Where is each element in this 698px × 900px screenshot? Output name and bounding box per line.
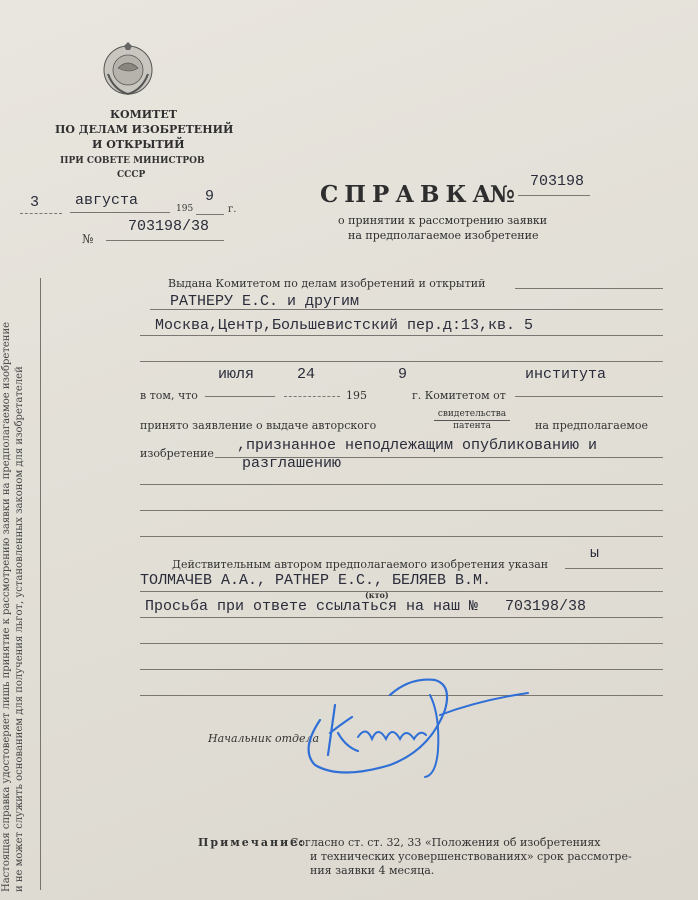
note-line2: и технических усовершенствованиях» срок рассмотре-: [310, 850, 632, 863]
accepted-label: принято заявление о выдаче авторского: [140, 419, 377, 432]
application-year-prefix: 195: [346, 389, 367, 402]
header-date-day: 3: [30, 194, 40, 211]
org-line5: СССР: [117, 170, 146, 180]
title-number: 703198: [530, 173, 585, 190]
note-line3: ния заявки 4 месяца.: [310, 864, 435, 877]
org-line3: И ОТКРЫТИЙ: [92, 138, 185, 151]
reference-number: 703198/38: [505, 598, 587, 615]
certificate-option-patent: патента: [452, 421, 491, 431]
application-year-suffix: 9: [398, 366, 408, 383]
header-number-prefix: №: [82, 232, 94, 246]
author-label: Действительным автором предполагаемого изобретения указан: [172, 558, 549, 571]
invention-text-line1: ,признанное неподлежащим опубликованию и: [237, 437, 598, 454]
header-date-year-unit: г.: [228, 204, 237, 215]
on-presumed-label: на предполагаемое: [535, 419, 649, 432]
document-title: СПРАВКА: [320, 181, 498, 208]
issued-label: Выдана Комитетом по делам изобретений и открытий: [168, 277, 486, 290]
note-line1: Согласно ст. ст. 32, 33 «Положения об изобретениях: [290, 836, 601, 849]
title-number-prefix: №: [490, 181, 515, 208]
subtitle-line2: на предполагаемое изобретение: [348, 229, 539, 242]
recipient-address: Москва,Центр,Большевистский пер.д:13,кв. 5: [155, 317, 534, 334]
signature: [280, 655, 540, 785]
reference-who: (кто): [365, 590, 389, 600]
side-note-line1: Настоящая справка удостоверяет лишь принятие к рассмотрению заявки на предполагаемое изобретение: [1, 321, 12, 892]
header-date-year-suffix: 9: [205, 188, 215, 205]
org-line2: ПО ДЕЛАМ ИЗОБРЕТЕНИЙ: [55, 123, 234, 136]
certificate-option-certificate: свидетельства: [434, 409, 510, 421]
note-label-text: Примечание:: [198, 836, 306, 849]
head-of-department-label: Начальник отдела: [208, 732, 320, 745]
authors-list: ТОЛМАЧЕВ А.А., РАТНЕР Е.С., БЕЛЯЕВ В.М.: [140, 572, 492, 589]
header-date-month: августа: [75, 192, 139, 209]
invention-text-line2: разглашению: [242, 455, 342, 472]
org-line1: КОМИТЕТ: [110, 108, 177, 121]
side-note: [0, 252, 26, 892]
invention-label: изобретение: [140, 447, 214, 460]
certificate-type: [434, 409, 510, 431]
org-line4: ПРИ СОВЕТЕ МИНИСТРОВ: [60, 156, 205, 166]
header-date-year-prefix: 195: [176, 204, 194, 214]
side-divider: [40, 278, 41, 890]
recipient-name: РАТНЕРУ Е.С. и другим: [170, 293, 360, 310]
from-organization: института: [525, 366, 607, 383]
application-month: июля: [218, 366, 255, 383]
in-that-label: в том, что: [140, 389, 198, 402]
ussr-emblem-icon: [100, 40, 156, 96]
application-day: 24: [297, 366, 316, 383]
subtitle-line1: о принятии к рассмотрению заявки: [338, 214, 548, 227]
author-plural-suffix: ы: [590, 545, 600, 562]
side-note-line2: и не может служить основанием для получения льгот, установленных законом для изобретателей: [14, 366, 25, 892]
reference-label: Просьба при ответе ссылаться на наш №: [145, 598, 479, 615]
header-number: 703198/38: [128, 218, 210, 235]
committee-from-label: г. Комитетом от: [412, 389, 506, 402]
